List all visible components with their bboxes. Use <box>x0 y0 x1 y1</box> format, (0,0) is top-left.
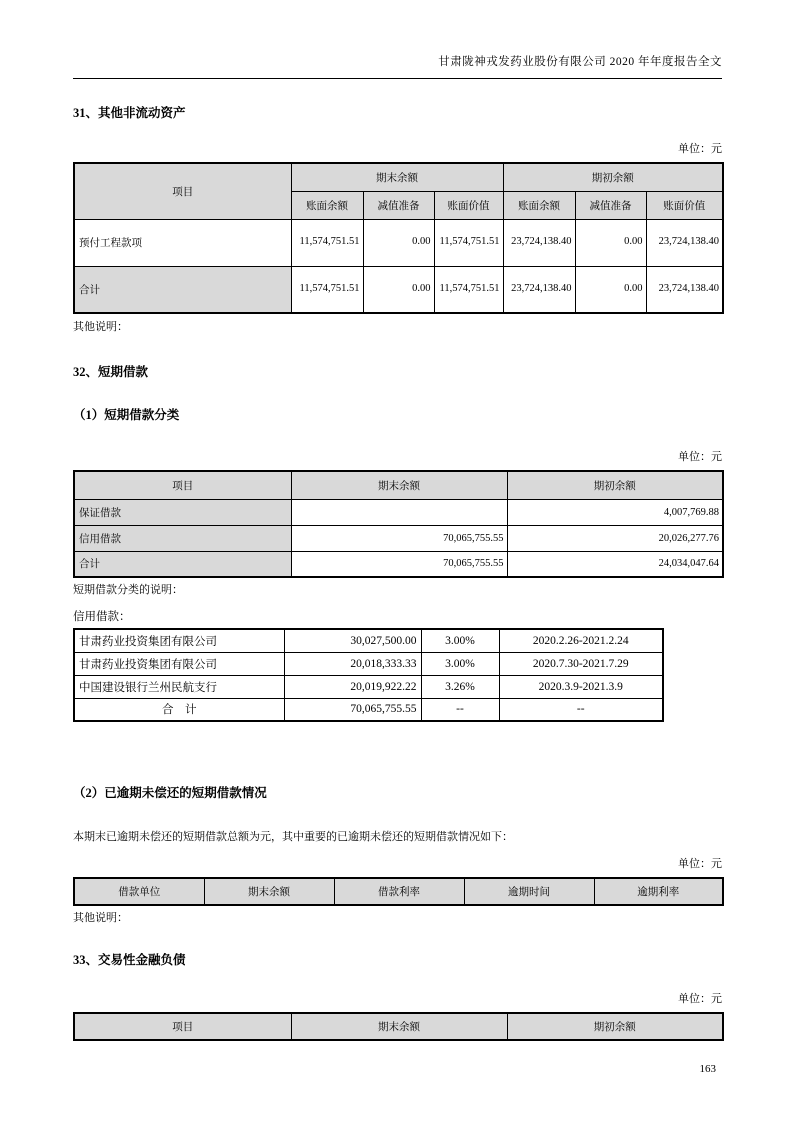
cell-lender: 合 计 <box>74 698 284 721</box>
cell-item: 信用借款 <box>74 525 291 551</box>
report-header-title: 甘肃陇神戎发药业股份有限公司 2020 年年度报告全文 <box>73 0 722 79</box>
trading-financial-liabilities-table <box>73 1012 724 1041</box>
unit-label: 单位：元 <box>678 143 722 155</box>
table-row <box>74 219 723 266</box>
other-note-label: 其他说明： <box>73 321 128 333</box>
table-total-row <box>74 551 723 577</box>
column-group-period-end: 期末余额 <box>291 163 503 191</box>
cell-item: 预付工程款项 <box>74 219 291 266</box>
section-33-title: 33、交易性金融负债 <box>73 953 186 967</box>
cell-value: 23,724,138.40 <box>503 219 575 266</box>
unit-label: 单位：元 <box>678 451 722 463</box>
column-header-book-balance: 账面余额 <box>291 191 363 219</box>
table-total-row <box>74 698 663 721</box>
column-header-item: 项目 <box>74 1013 291 1040</box>
column-header-impairment: 减值准备 <box>363 191 434 219</box>
overdue-loans-table <box>73 877 724 906</box>
cell-value <box>291 499 507 525</box>
cell-lender: 甘肃药业投资集团有限公司 <box>74 652 284 675</box>
column-header-book-value: 账面价值 <box>646 191 723 219</box>
cell-value: 20,026,277.76 <box>507 525 723 551</box>
column-header-item: 项目 <box>74 471 291 499</box>
column-header-period-end: 期末余额 <box>291 1013 507 1040</box>
column-header-period-end: 期末余额 <box>291 471 507 499</box>
cell-rate: 3.26% <box>421 675 499 698</box>
table-header-row <box>74 471 723 499</box>
cell-lender: 中国建设银行兰州民航支行 <box>74 675 284 698</box>
section-32-title: 32、短期借款 <box>73 365 149 379</box>
cell-value: 70,065,755.55 <box>291 525 507 551</box>
cell-term: 2020.7.30-2021.7.29 <box>499 652 663 675</box>
cell-term: -- <box>499 698 663 721</box>
cell-value: 0.00 <box>363 266 434 313</box>
cell-term: 2020.2.26-2021.2.24 <box>499 629 663 652</box>
credit-loans-detail-table <box>73 628 664 722</box>
cell-item: 合计 <box>74 266 291 313</box>
column-header-book-value: 账面价值 <box>434 191 503 219</box>
column-header-period-begin: 期初余额 <box>507 471 723 499</box>
column-header-impairment: 减值准备 <box>575 191 646 219</box>
other-noncurrent-assets-table <box>73 162 724 314</box>
cell-value: 11,574,751.51 <box>291 219 363 266</box>
cell-value: 23,724,138.40 <box>646 219 723 266</box>
cell-value: 0.00 <box>575 219 646 266</box>
column-header-item: 项目 <box>74 163 291 219</box>
short-term-loans-classification-table <box>73 470 724 578</box>
section-31-title: 31、其他非流动资产 <box>73 106 186 120</box>
column-group-period-begin: 期初余额 <box>503 163 723 191</box>
cell-value: 11,574,751.51 <box>291 266 363 313</box>
cell-amount: 70,065,755.55 <box>284 698 421 721</box>
cell-amount: 30,027,500.00 <box>284 629 421 652</box>
table-total-row <box>74 266 723 313</box>
overdue-intro-text: 本期末已逾期未偿还的短期借款总额为元，其中重要的已逾期未偿还的短期借款情况如下： <box>73 831 513 843</box>
cell-value: 0.00 <box>363 219 434 266</box>
unit-label: 单位：元 <box>678 993 722 1005</box>
cell-item: 合计 <box>74 551 291 577</box>
table-header-row <box>74 163 723 191</box>
column-header-period-end: 期末余额 <box>204 878 334 905</box>
cell-item: 保证借款 <box>74 499 291 525</box>
table-row <box>74 652 663 675</box>
other-note-label: 其他说明： <box>73 912 128 924</box>
column-header-borrower: 借款单位 <box>74 878 204 905</box>
table-row <box>74 499 723 525</box>
cell-value: 23,724,138.40 <box>503 266 575 313</box>
page-number: 163 <box>699 1063 716 1075</box>
unit-label: 单位：元 <box>678 858 722 870</box>
table-row <box>74 525 723 551</box>
cell-value: 11,574,751.51 <box>434 219 503 266</box>
column-header-overdue-time: 逾期时间 <box>464 878 594 905</box>
cell-term: 2020.3.9-2021.3.9 <box>499 675 663 698</box>
section-32-1-title: （1）短期借款分类 <box>73 408 180 422</box>
cell-value: 11,574,751.51 <box>434 266 503 313</box>
table-row <box>74 675 663 698</box>
column-header-loan-rate: 借款利率 <box>334 878 464 905</box>
section-32-2-title: （2）已逾期未偿还的短期借款情况 <box>73 786 267 800</box>
column-header-period-begin: 期初余额 <box>507 1013 723 1040</box>
cell-value: 70,065,755.55 <box>291 551 507 577</box>
table-row <box>74 629 663 652</box>
cell-rate: 3.00% <box>421 652 499 675</box>
table-header-row <box>74 878 723 905</box>
cell-value: 4,007,769.88 <box>507 499 723 525</box>
column-header-overdue-rate: 逾期利率 <box>594 878 723 905</box>
cell-amount: 20,019,922.22 <box>284 675 421 698</box>
table-header-row <box>74 1013 723 1040</box>
cell-rate: 3.00% <box>421 629 499 652</box>
cell-rate: -- <box>421 698 499 721</box>
cell-amount: 20,018,333.33 <box>284 652 421 675</box>
column-header-book-balance: 账面余额 <box>503 191 575 219</box>
cell-lender: 甘肃药业投资集团有限公司 <box>74 629 284 652</box>
cell-value: 0.00 <box>575 266 646 313</box>
credit-loan-label: 信用借款： <box>73 611 131 623</box>
cell-value: 24,034,047.64 <box>507 551 723 577</box>
classification-note-label: 短期借款分类的说明： <box>73 584 183 596</box>
cell-value: 23,724,138.40 <box>646 266 723 313</box>
